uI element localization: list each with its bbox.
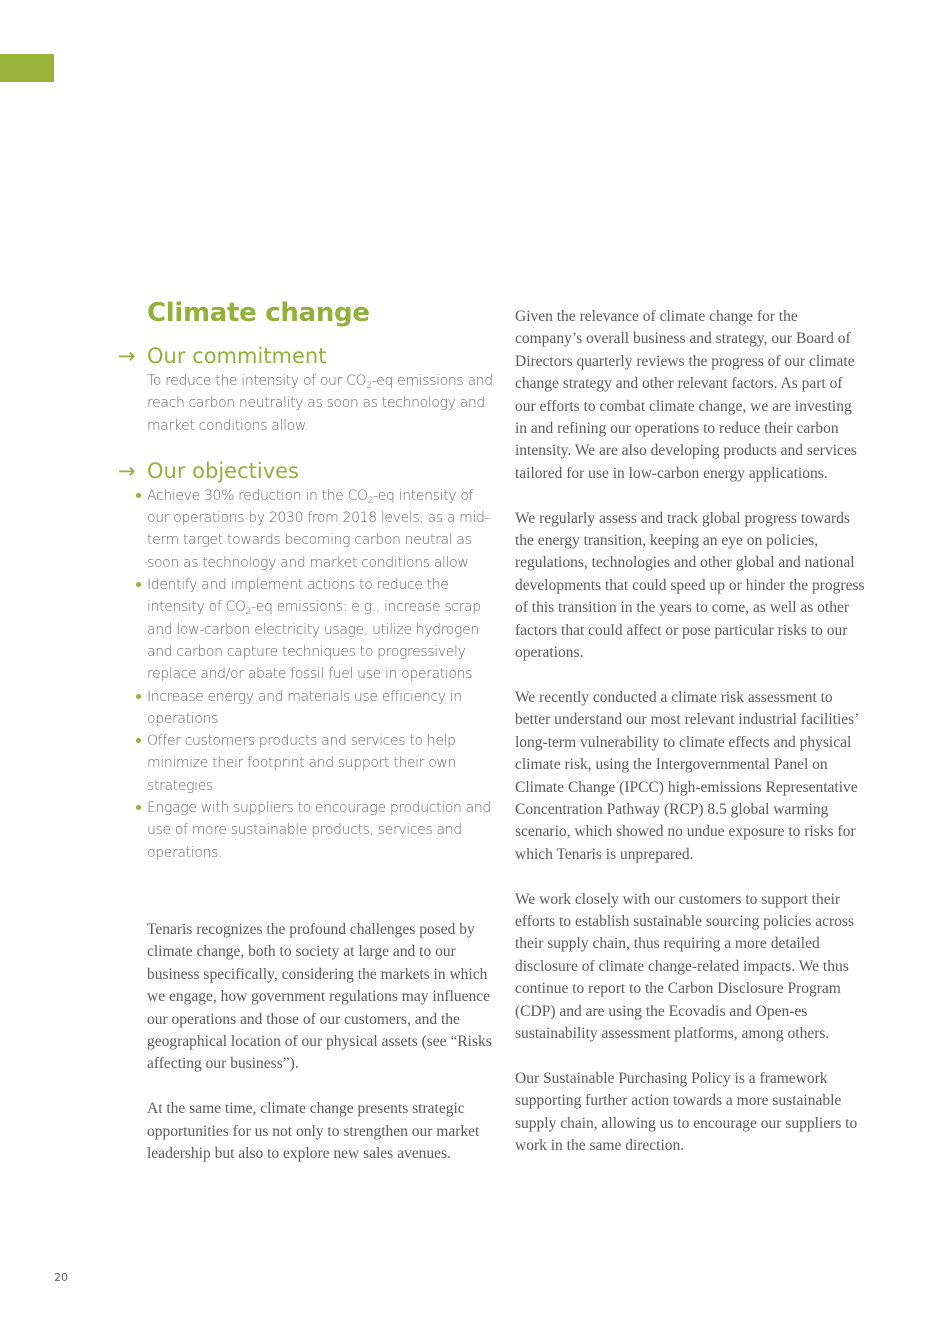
bullet-icon xyxy=(136,738,141,743)
objective-item xyxy=(147,797,497,864)
objective-text: Identify and implement actions to reduce the intensity of CO xyxy=(147,577,449,616)
commitment-heading-label: Our commitment xyxy=(147,344,327,368)
objective-text: Achieve 30% reduction in the CO xyxy=(147,487,368,504)
page-title: Climate change xyxy=(147,298,370,328)
objective-text: Increase energy and materials use efficiency in operations xyxy=(147,688,462,727)
arrow-right-icon: → xyxy=(118,344,136,368)
objectives-heading-label: Our objectives xyxy=(147,458,299,483)
body-paragraph: At the same time, climate change presents strategic opportunities for us not only to strengthen our market leadership but also to explore new sales avenues. xyxy=(147,1100,480,1162)
subscript: 2 xyxy=(245,607,252,618)
objective-text: Engage with suppliers to encourage production and use of more sustainable products, services and operations. xyxy=(147,800,491,861)
commitment-text-part: To reduce the intensity of our CO xyxy=(147,373,367,389)
body-paragraph: We work closely with our customers to support their efforts to establish sustainable sourcing policies across their supply chain, thus requiring a more detailed disclosure of climate change-related impacts. We thus continue to report to the Carbon Disclosure Program (CDP) and are using the Ecovadis and Open-es sustainability assessment platforms, among others. xyxy=(515,890,854,1042)
objective-text: -eq intensity of our operations by 2030 from 2018 levels, as a mid-term target towards becoming carbon neutral as soon as technology and market conditions allow xyxy=(147,487,490,571)
body-paragraph: We regularly assess and track global progress towards the energy transition, keeping an eye on policies, regulations, technologies and other global and national developments that could speed up or hinder the progress of this transition in the years to come, as well as other factors that could affect or pose particular risks to our operations. xyxy=(515,509,865,662)
bullet-icon xyxy=(136,694,141,699)
bullet-icon xyxy=(136,582,141,587)
body-paragraph: Given the relevance of climate change for the company’s overall business and strategy, our Board of Directors quarterly reviews the progress of our climate change strategy and other relevant factors. As part of our efforts to combat climate change, we are investing in and refining our operations to reduce their carbon intensity. We are also developing products and services tailored for use in low-carbon energy applications. xyxy=(515,308,857,482)
objectives-heading xyxy=(118,457,497,485)
left-body xyxy=(147,919,497,1165)
objective-text: -eq emissions: e.g., increase scrap and low-carbon electricity usage, utilize hydrogen and carbon capture techniques to progressively replace and/or abate fossil fuel use in operations xyxy=(147,599,481,683)
commitment-heading xyxy=(118,342,497,370)
objective-item xyxy=(147,730,497,797)
objective-item xyxy=(147,574,497,685)
subscript: 2 xyxy=(367,495,374,506)
objective-text: Offer customers products and services to help minimize their footprint and support their own strategies xyxy=(147,733,457,794)
objective-item xyxy=(147,686,497,731)
left-column xyxy=(118,296,497,1165)
arrow-right-icon: → xyxy=(118,458,136,483)
bullet-icon xyxy=(136,805,141,810)
page-number: 20 xyxy=(54,1271,68,1284)
bullet-icon xyxy=(136,493,141,498)
objectives-list xyxy=(147,485,497,864)
subscript: 2 xyxy=(366,381,372,391)
objective-item xyxy=(147,485,497,574)
section-tab-marker xyxy=(0,54,54,82)
commitment-text xyxy=(147,370,497,437)
body-paragraph: Tenaris recognizes the profound challenges posed by climate change, both to society at large and to our business specifically, considering the markets in which we engage, how government regulations may influence our operations and those of our customers, and the geographical location of our physical assets (see “Risks affecting our business”). xyxy=(147,920,492,1073)
body-paragraph: Our Sustainable Purchasing Policy is a framework supporting further action towards a more sustainable supply chain, allowing us to encourage our suppliers to work in the same direction. xyxy=(515,1069,858,1154)
body-paragraph: We recently conducted a climate risk assessment to better understand our most relevant industrial facilities’ long-term vulnerability to climate effects and physical climate risk, using the Intergovernmental Panel on Climate Change (IPCC) high-emissions Representative Concentration Pathway (RCP) 8.5 global warming scenario, which showed no undue exposure to risks for which Tenaris is unprepared. xyxy=(515,688,859,863)
commitment-text-part: -eq emissions and reach carbon neutrality as soon as technology and market conditions allow. xyxy=(147,373,493,434)
right-column xyxy=(515,306,865,1157)
